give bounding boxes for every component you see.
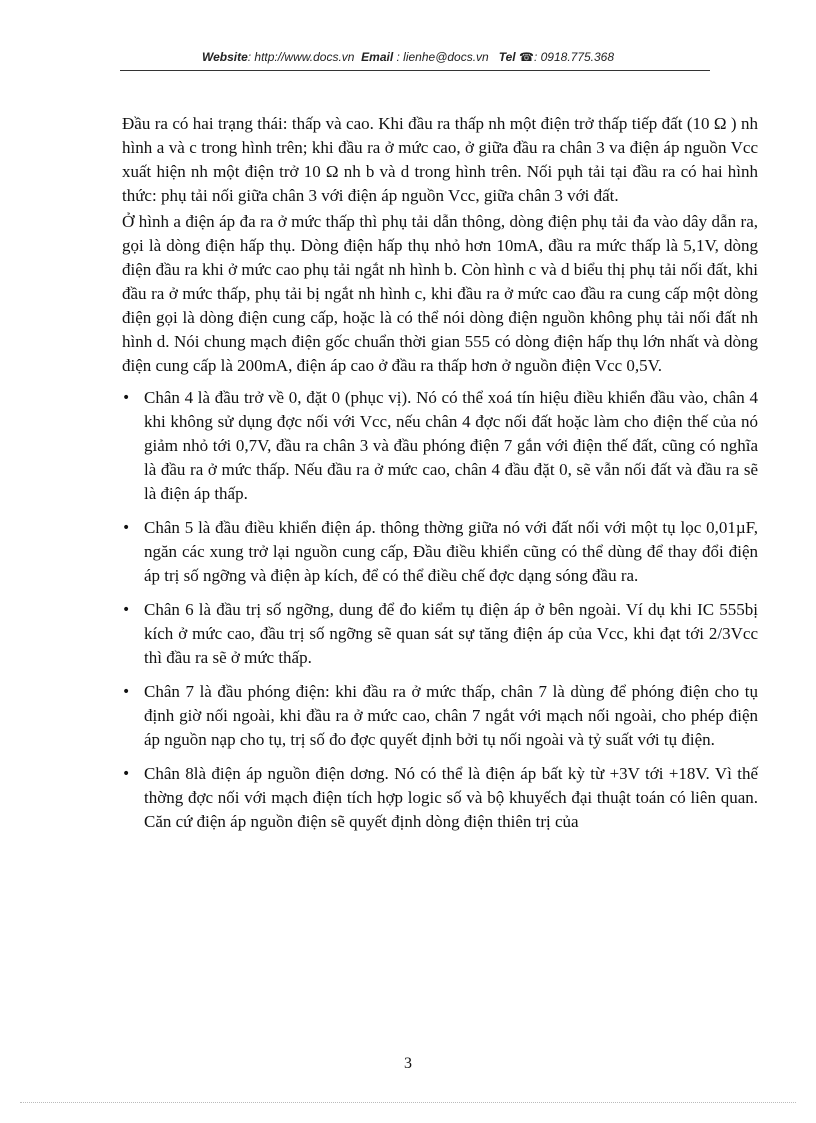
list-item [122,516,758,588]
document-body [122,112,758,844]
list-item [122,762,758,834]
phone-icon: ☎ [519,50,534,64]
bullet-icon: • [122,684,131,700]
list-item [122,386,758,506]
bullet-icon: • [122,766,131,782]
page-number: 3 [404,1055,412,1072]
list-item-text: Chân 5 là đầu điều khiển điện áp. thông thờng giữa nó với đất nối với một tụ lọc 0,01µF, ngăn các xung trở lại nguồn cung cấp, Đầu điều khiển cũng có thể dùng để thay đổi điện áp trị số ngỡng và điện àp kích, để có thể điều chế đợc dạng sóng đầu ra. [144,518,758,585]
footer-divider [20,1102,796,1103]
page-header [0,50,816,64]
list-item-text: Chân 6 là đầu trị số ngỡng, dung để đo kiểm tụ điện áp ở bên ngoài. Ví dụ khi IC 555bị kích ở mức cao, đầu trị số ngỡng sẽ quan sát sự tăng điện áp của Vcc, khi đạt tới 2/3Vcc thì đầu ra sẽ ở mức thấp. [144,600,758,667]
list-item-text: Chân 4 là đầu trở về 0, đặt 0 (phục vị). Nó có thể xoá tín hiệu điều khiển đầu vào, chân 4 khi không sử dụng đợc nối với Vcc, nếu chân 4 đợc nối đất hoặc làm cho điện thế của nó giảm nhỏ tới 0,7V, đầu ra chân 3 và đầu phóng điện 7 gắn với điện thế đất, cũng có nghĩa là đầu ra ở mức thấp. Nếu đầu ra ở mức cao, chân 4 đầu đặt 0, sẽ vẫn nối đất và đầu ra sẽ là điện áp thấp. [144,388,758,503]
list-item [122,680,758,752]
bullet-icon: • [122,602,131,618]
email-value[interactable]: : lienhe@docs.vn [396,50,489,64]
bullet-icon: • [122,520,131,536]
pin-description-list [122,386,758,834]
website-value[interactable]: : http://www.docs.vn [247,50,355,64]
list-item [122,598,758,670]
website-label: Website [201,50,248,64]
list-item-text: Chân 8là điện áp nguồn điện dơng. Nó có thể là điện áp bất kỳ từ +3V tới +18V. Vì thế thờng đợc nối với mạch điện tích hợp logic số và bộ khuyếch đại thuật toán có liên quan. Căn cứ điện áp nguồn điện sẽ quyết định dòng điện thiên trị của [144,764,758,831]
bullet-icon: • [122,390,131,406]
tel-label: Tel [498,50,516,64]
tel-value: : 0918.775.368 [533,50,615,64]
list-item-text: Chân 7 là đầu phóng điện: khi đầu ra ở mức thấp, chân 7 là dùng để phóng điện cho tụ định giờ nối ngoài, khi đầu ra ở mức cao, chân 7 ngắt với mạch nối ngoài, cho phép điện áp nguồn nạp cho tụ, trị số đo đợc quyết định bởi tụ nối ngoài và tỷ suất với tụ điện. [144,682,758,749]
email-label: Email [361,50,394,64]
paragraph-1: Đầu ra có hai trạng thái: thấp và cao. Khi đầu ra thấp nh một điện trở thấp tiếp đất (10 Ω ) nh hình a và c trong hình trên; khi đầu ra ở mức cao, ở giữa đầu ra chân 3 va điện áp nguồn Vcc xuất hiện nh một điện trở 10 Ω nh b và d trong hình trên. Nối pụh tải tại đầu ra có hai hình thức: phụ tải nối giữa chân 3 với điện áp nguồn Vcc, giữa chân 3 với đất. [122,114,758,205]
paragraph-2: Ở hình a điện áp đa ra ở mức thấp thì phụ tải dẫn thông, dòng điện phụ tải đa vào dây dẫn ra, gọi là dòng điện hấp thụ. Dòng điện hấp thụ nhỏ hơn 10mA, đầu ra mức thấp là 5,1V, dòng điện đầu ra khi ở mức cao phụ tải ngắt nh hình b. Còn hình c và d biểu thị phụ tải nối đất, khi đầu ra ở mức thấp, phụ tải bị ngắt nh hình c, khi đầu ra ở mức cao đầu ra cung cấp một dòng điện gọi là dòng điện cung cấp, hoặc là có thể nói dòng điện nguồn không phụ tải nối đất nh hình d. Nói chung mạch điện gốc chuẩn thời gian 555 có dòng điện hấp thụ lớn nhất và dòng điện cung cấp là 200mA, điện áp cao ở đầu ra thấp hơn ở nguồn điện Vcc 0,5V. [122,212,758,375]
header-divider [120,70,710,71]
